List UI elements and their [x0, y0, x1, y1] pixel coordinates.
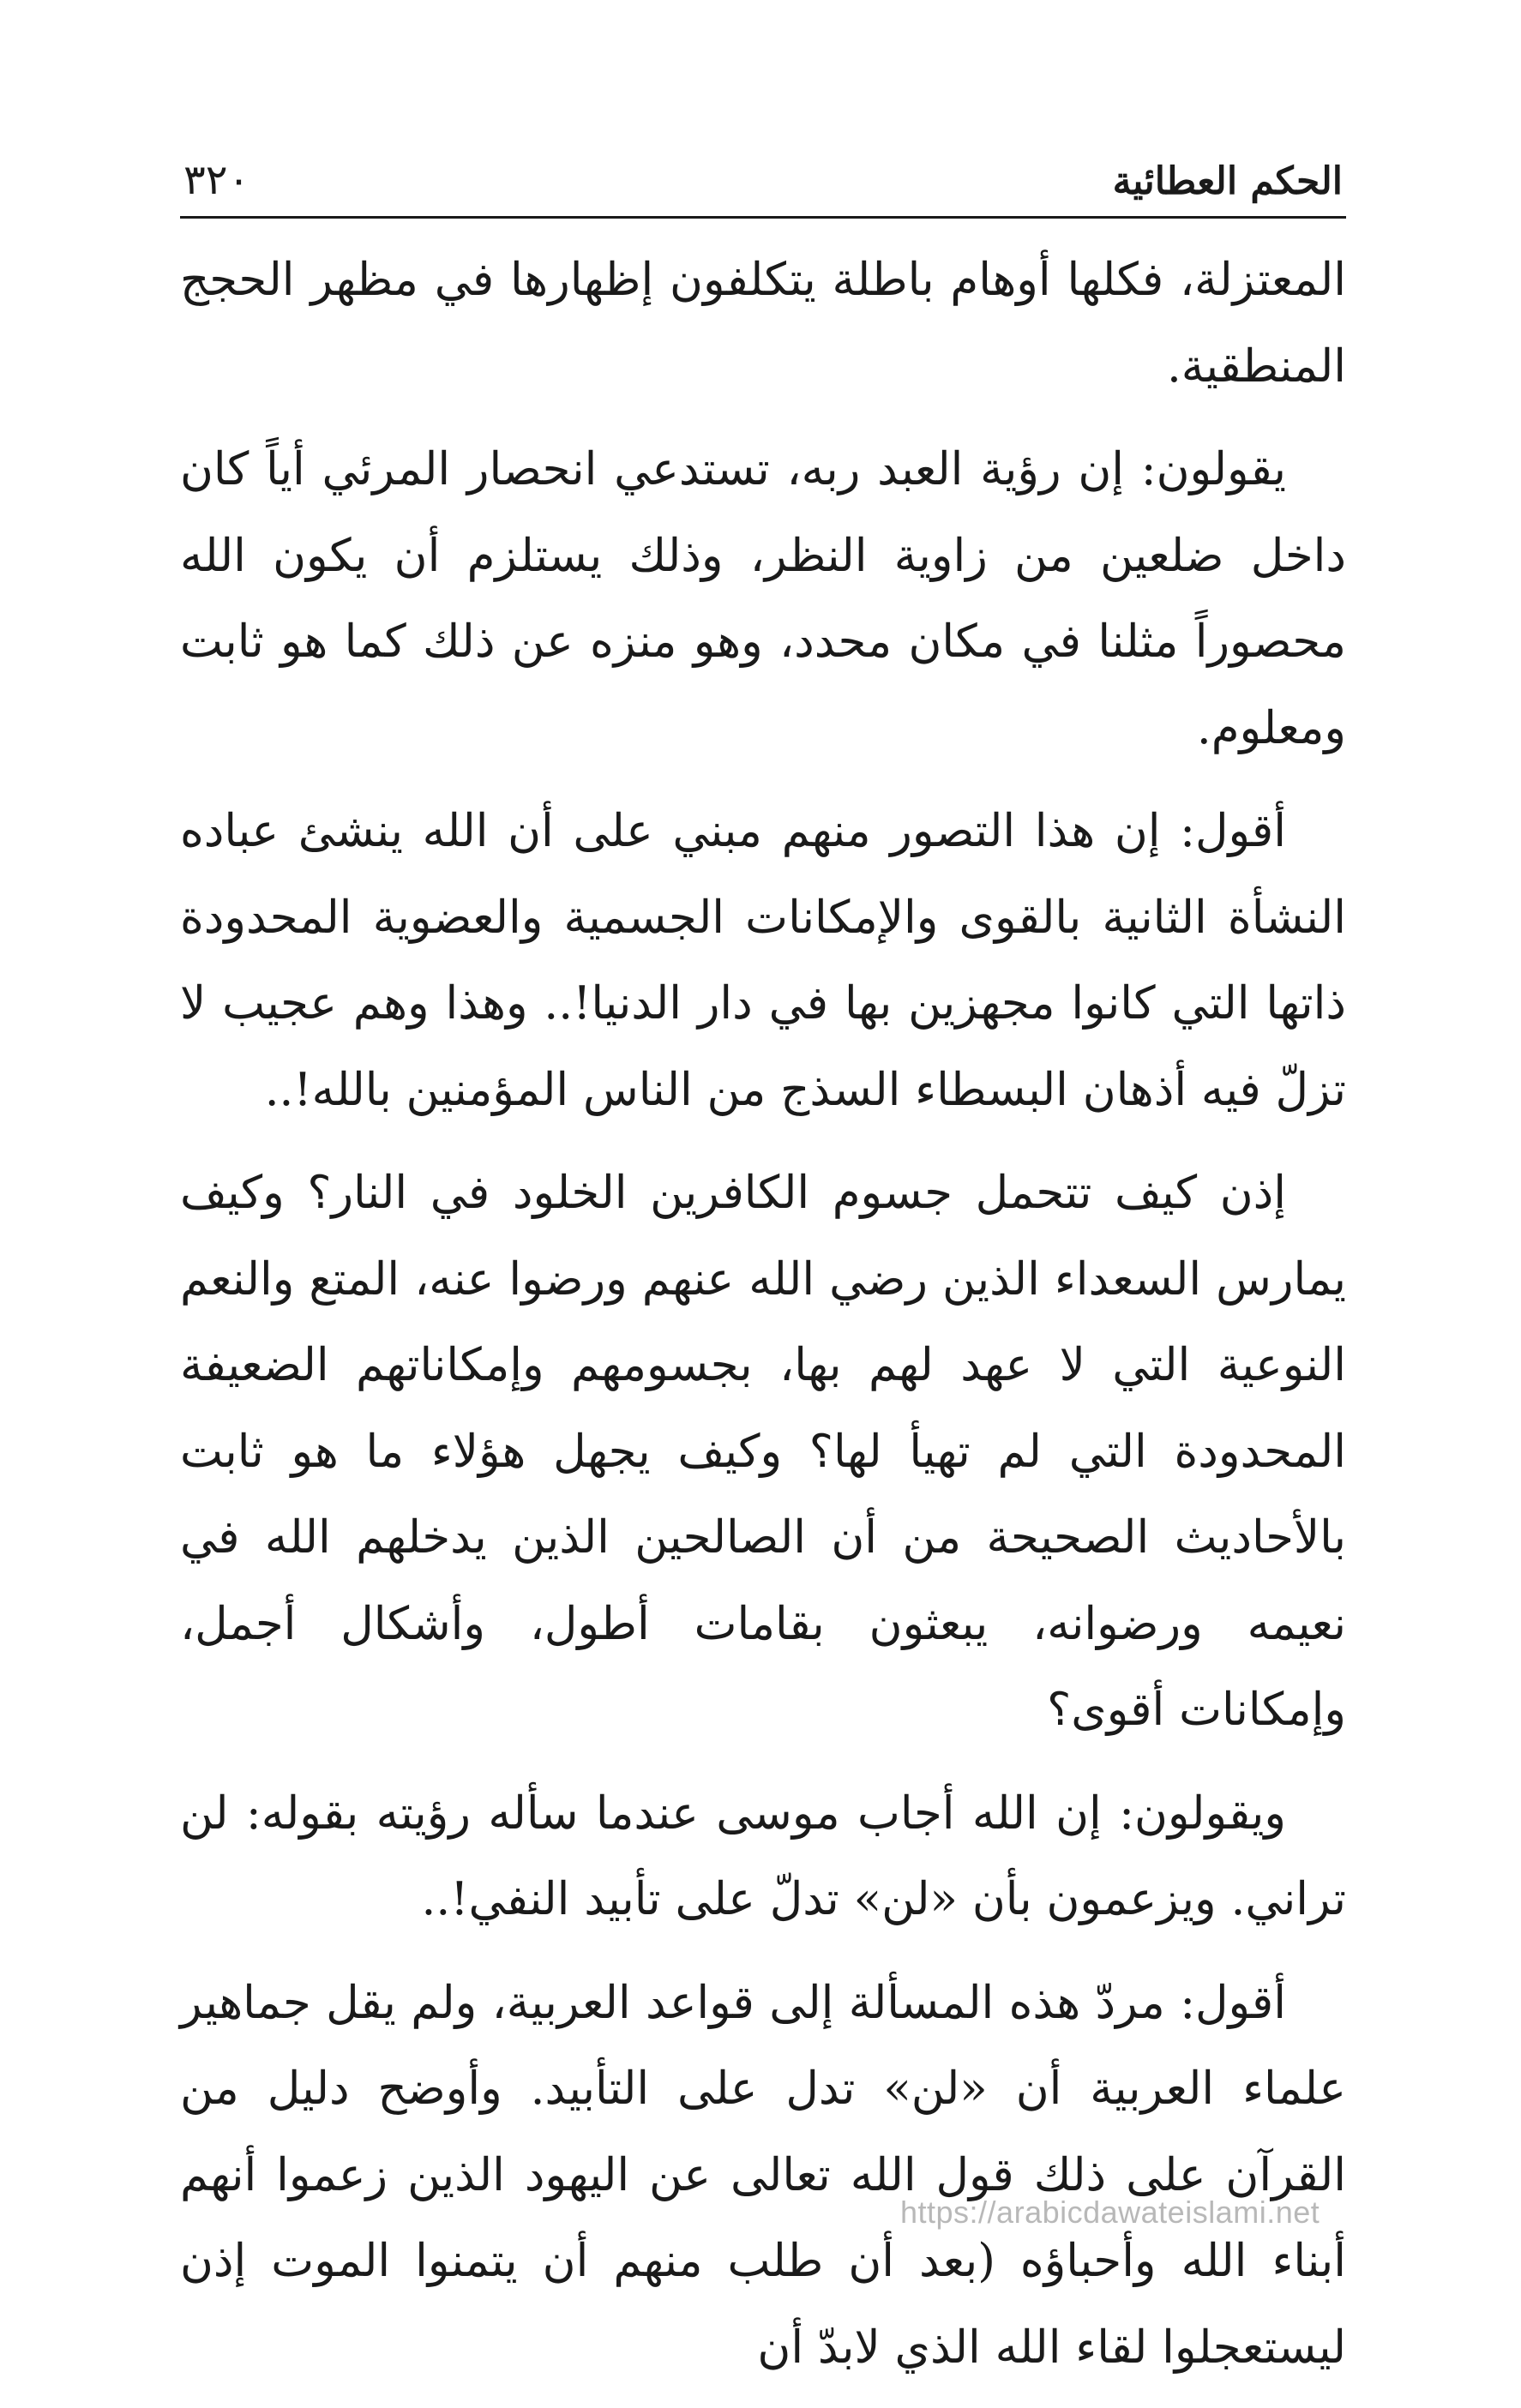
paragraph: المعتزلة، فكلها أوهام باطلة يتكلفون إظهارها في مظهر الحجج المنطقية.: [180, 254, 1346, 393]
page-number: ٣٢٠: [183, 156, 250, 204]
source-watermark: https://arabicdawateislami.net: [900, 2195, 1320, 2230]
book-page: [180, 154, 1346, 2408]
paragraph: إذن كيف تتحمل جسوم الكافرين الخلود في النار؟ وكيف يمارس السعداء الذين رضي الله عنهم ورضوا عنه، المتع والنعم النوعية التي لا عهد لهم بها، بجسومهم وإمكاناتهم الضعيفة المحدودة التي لم تهيأ لها؟ وكيف يجهل هؤلاء ما هو ثابت بالأحاديث الصحيحة من أن الصالحين الذين يدخلهم الله في نعيمه ورضوانه، يبعثون بقامات أطول، وأشكال أجمل، وإمكانات أقوى؟: [180, 1167, 1346, 1736]
paragraph: أقول: إن هذا التصور منهم مبني على أن الله ينشئ عباده النشأة الثانية بالقوى والإمكانات الجسمية والعضوية المحدودة ذاتها التي كانوا مجهزين بها في دار الدنيا!.. وهذا وهم عجيب لا تزلّ فيه أذهان البسطاء السذج من الناس المؤمنين بالله!..: [180, 805, 1346, 1116]
page-body: [180, 219, 1346, 2391]
page-header: [180, 154, 1346, 219]
paragraph: يقولون: إن رؤية العبد ربه، تستدعي انحصار المرئي أياً كان داخل ضلعين من زاوية النظر، وذلك يستلزم أن يكون الله محصوراً مثلنا في مكان محدد، وهو منزه عن ذلك كما هو ثابت ومعلوم.: [180, 443, 1346, 754]
paragraph: أقول: مردّ هذه المسألة إلى قواعد العربية، ولم يقل جماهير علماء العربية أن «لن» تدل على التأبيد. وأوضح دليل من القرآن على ذلك قول الله تعالى عن اليهود الذين زعموا أنهم أبناء الله وأحباؤه (بعد أن طلب منهم أن يتمنوا الموت إذن ليستعجلوا لقاء الله الذي لابدّ أن: [180, 1976, 1346, 2374]
running-title: الحكم العطائية: [1112, 159, 1343, 203]
paragraph: ويقولون: إن الله أجاب موسى عندما سأله رؤيته بقوله: لن تراني. ويزعمون بأن «لن» تدلّ على تأبيد النفي!..: [180, 1786, 1346, 1925]
